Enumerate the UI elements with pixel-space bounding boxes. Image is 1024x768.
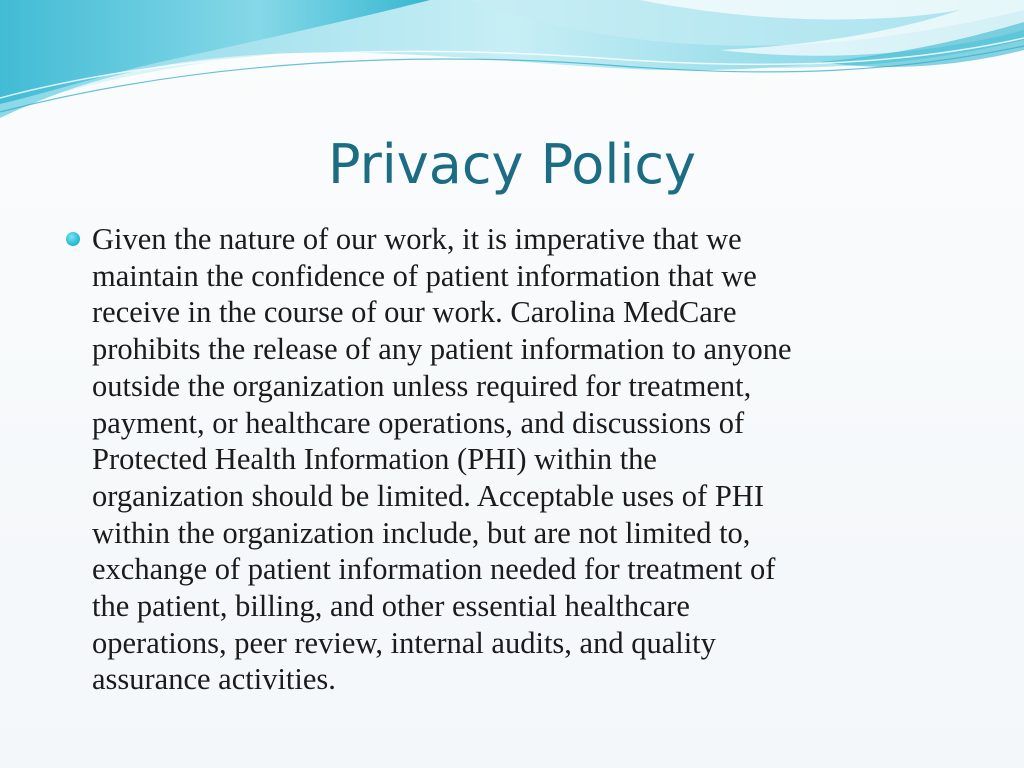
wave-decoration — [0, 0, 1024, 130]
bullet-dot-icon — [66, 232, 80, 246]
bullet-item — [62, 221, 962, 698]
bullet-list — [62, 221, 962, 698]
slide-title: Privacy Policy — [327, 133, 696, 196]
bullet-text: Given the nature of our work, it is imperative that we maintain the confidence of patient information that we receive in the course of our work. Carolina MedCare prohibits the release of any patient information to anyone outside the organization unless required for treatment, payment, or healthcare operations, and discussions of Protected Health Information (PHI) within the organization should be limited. Acceptable uses of PHI within the organization include, but are not limited to, exchange of patient information needed for treatment of the patient, billing, and other essential healthcare operations, peer review, internal audits, and quality assurance activities. — [92, 222, 792, 697]
